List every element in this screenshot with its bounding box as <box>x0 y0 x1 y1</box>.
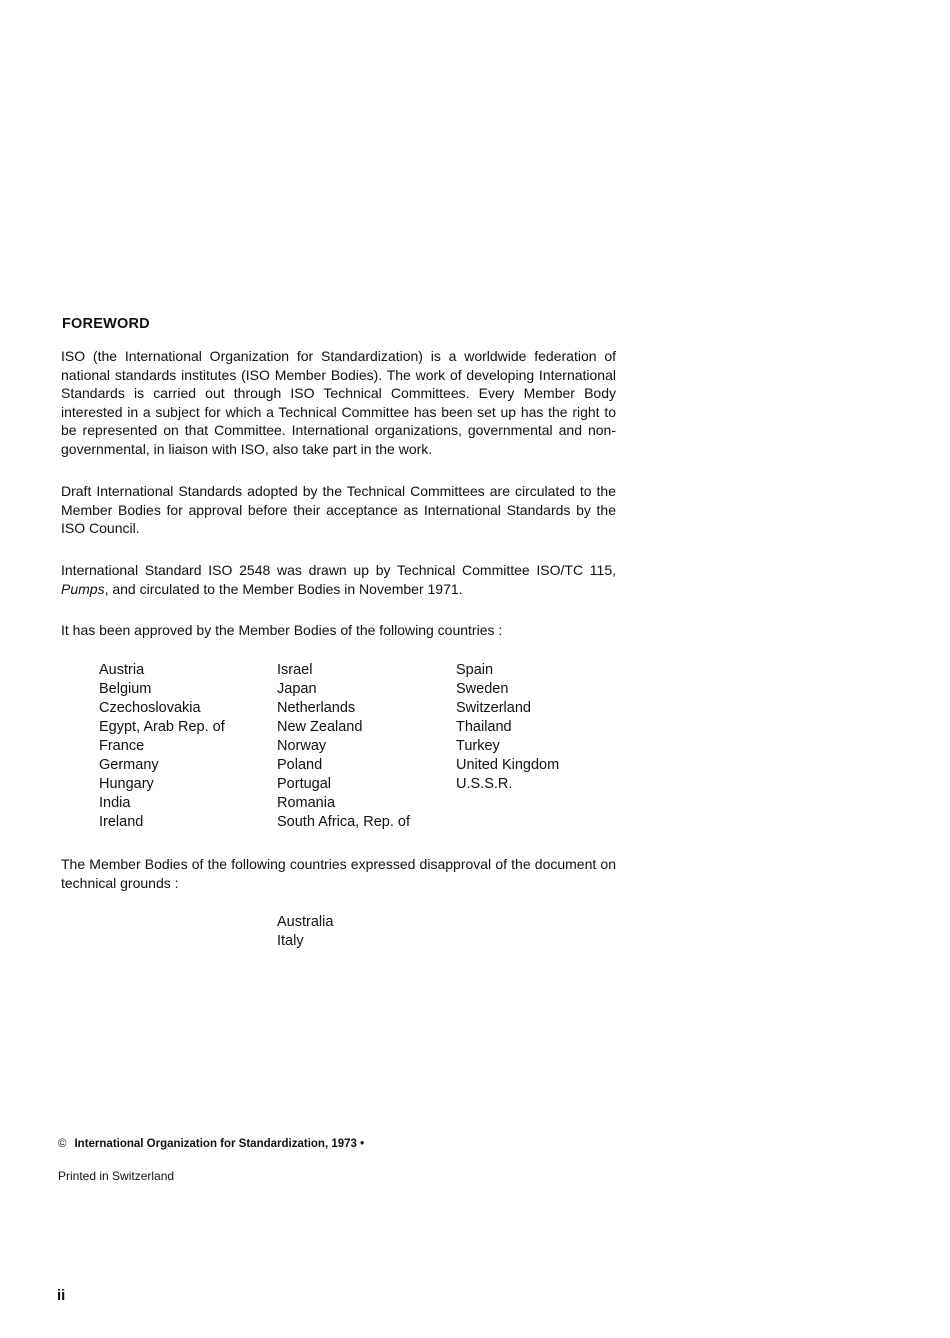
paragraph-draft-standards: Draft International Standards adopted by the Technical Committees are circulated to the Member Bodies for approval before their acceptance as International Standards by the ISO Council. <box>61 483 616 537</box>
approved-country: Switzerland <box>456 700 531 716</box>
copyright-icon: © <box>58 1138 67 1150</box>
approved-countries-column-2 <box>277 661 410 832</box>
approved-country: Poland <box>277 757 323 773</box>
approved-country: Austria <box>99 662 145 678</box>
approved-country: U.S.S.R. <box>456 776 513 792</box>
approved-country: Netherlands <box>277 700 356 716</box>
approved-country: United Kingdom <box>456 757 560 773</box>
disapproval-country: Italy <box>277 933 304 949</box>
approved-country: India <box>99 795 131 811</box>
paragraph-approved-intro: It has been approved by the Member Bodies of the following countries : <box>61 622 503 638</box>
copyright-text: International Organization for Standardization, 1973 • <box>74 1138 365 1150</box>
paragraph-disapproval-intro: The Member Bodies of the following countries expressed disapproval of the document on technical grounds : <box>61 856 616 891</box>
approved-country: Norway <box>277 738 327 754</box>
approved-country: Turkey <box>456 738 500 754</box>
approved-country: Ireland <box>99 814 144 830</box>
approved-country: Portugal <box>277 776 332 792</box>
approved-countries-column-3 <box>456 661 559 794</box>
approved-country: Romania <box>277 795 336 811</box>
approved-country: New Zealand <box>277 719 363 735</box>
approved-country: South Africa, Rep. of <box>277 814 410 830</box>
copyright-line <box>58 1138 364 1150</box>
approved-country: Germany <box>99 757 159 773</box>
approved-country: Hungary <box>99 776 154 792</box>
disapproval-countries-list <box>277 913 333 951</box>
printed-in-line: Printed in Switzerland <box>58 1169 175 1183</box>
approved-country: France <box>99 738 145 754</box>
approved-country: Egypt, Arab Rep. of <box>99 719 225 735</box>
approved-country: Belgium <box>99 681 152 697</box>
foreword-heading: FOREWORD <box>62 316 150 332</box>
approved-country: Czechoslovakia <box>99 700 201 716</box>
paragraph-iso-2548 <box>61 561 616 598</box>
approved-country: Spain <box>456 662 494 678</box>
p3-text-start: International Standard ISO 2548 was drawn up by Technical Committee ISO/TC 115, <box>61 562 616 578</box>
approved-country: Sweden <box>456 681 509 697</box>
disapproval-country: Australia <box>277 914 334 930</box>
approved-country: Thailand <box>456 719 512 735</box>
approved-country: Japan <box>277 681 317 697</box>
paragraph-iso-intro: ISO (the International Organization for Standardization) is a worldwide federation of national standards institutes (ISO Member Bodies). The work of developing International Standards is carried out through ISO Technical Committees. Every Member Body interested in a subject for which a Technical Committee has been set up has the right to be represented on that Committee. International organizations, governmental and non-governmental, in liaison with ISO, also take part in the work. <box>61 348 616 457</box>
approved-countries-column-1 <box>99 661 225 832</box>
p3-text-end: , and circulated to the Member Bodies in November 1971. <box>104 580 463 597</box>
page-number: ii <box>57 1287 66 1304</box>
approved-country: Israel <box>277 662 313 678</box>
p3-pumps-italic: Pumps <box>61 580 105 597</box>
